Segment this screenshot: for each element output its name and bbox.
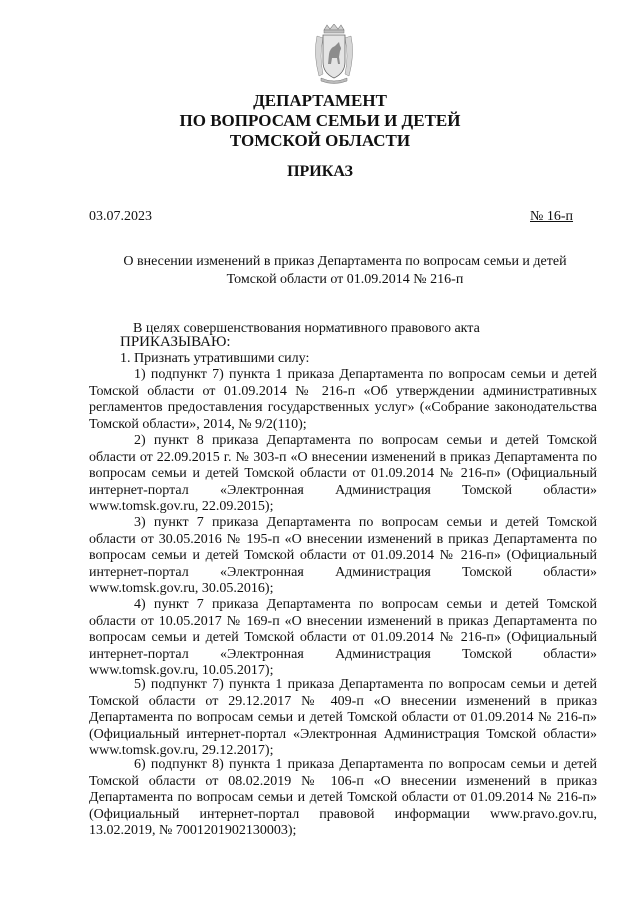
intro-text: В целях совершенствования нормативного правового акта (133, 321, 480, 336)
paragraph-item: 2) пункт 8 приказа Департамента по вопросам семьи и детей Томской области от 22.09.2015 г. № 303-п «О внесении изменений в приказ Департамента по вопросам семьи и детей Томской области от 01.09.2014 № 216-п» (Официальный интернет-портал «Электронная Администрация Томской области» www.tomsk.gov.ru, 22.09.2015); (89, 433, 597, 514)
department-title-line3: ТОМСКОЙ ОБЛАСТИ (229, 131, 411, 150)
order-word: ПРИКАЗЫВАЮ: (120, 334, 231, 350)
document-subject: О внесении изменений в приказ Департамента по вопросам семьи и детей Томской области от 01.09.2014 № 216-п (123, 254, 567, 287)
paragraph-item: 4) пункт 7 приказа Департамента по вопросам семьи и детей Томской области от 10.05.2017 № 169-п «О внесении изменений в приказ Департамента по вопросам семьи и детей Томской области от 01.09.2014 № 216-п» (Официальный интернет-портал «Электронная Администрация Томской области» www.tomsk.gov.ru, 10.05.2017); (89, 597, 597, 678)
paragraph-item: 5) подпункт 7) пункта 1 приказа Департамента по вопросам семьи и детей Томской области от 29.12.2017 № 409-п «О внесении изменений в приказ Департамента по вопросам семьи и детей Томской области от 01.09.2014 № 216-п» (Официальный интернет-портал «Электронная Администрация Томской области» www.tomsk.gov.ru, 29.12.2017); (89, 677, 597, 758)
coat-of-arms-emblem (313, 24, 355, 84)
document-number (530, 209, 573, 225)
department-title-line2: ПО ВОПРОСАМ СЕМЬИ И ДЕТЕЙ (179, 111, 461, 130)
item-1-heading: 1. Признать утратившими силу: (120, 351, 310, 366)
document-date: 03.07.2023 (89, 209, 152, 224)
document-number-value: № 16-п (530, 209, 574, 224)
department-title-line1: ДЕПАРТАМЕНТ (253, 91, 387, 110)
paragraph-item: 3) пункт 7 приказа Департамента по вопросам семьи и детей Томской области от 30.05.2016 № 195-п «О внесении изменений в приказ Департамента по вопросам семьи и детей Томской области от 01.09.2014 № 216-п» (Официальный интернет-портал «Электронная Администрация Томской области» www.tomsk.gov.ru, 30.05.2016); (89, 515, 597, 596)
document-type-heading: ПРИКАЗ (287, 163, 353, 180)
paragraph-item: 1) подпункт 7) пункта 1 приказа Департамента по вопросам семьи и детей Томской области от 01.09.2014 № 216-п «Об утверждении административных регламентов предоставления государственных услуг» («Собрание законодательства Томской области», 2014, № 9/2(110); (89, 367, 597, 432)
paragraph-item: 6) подпункт 8) пункта 1 приказа Департамента по вопросам семьи и детей Томской области от 08.02.2019 № 106-п «О внесении изменений в приказ Департамента по вопросам семьи и детей Томской области от 01.09.2014 № 216-п» (Официальный интернет-портал правовой информации www.pravo.gov.ru, 13.02.2019, № 7001201902130003); (89, 757, 597, 838)
